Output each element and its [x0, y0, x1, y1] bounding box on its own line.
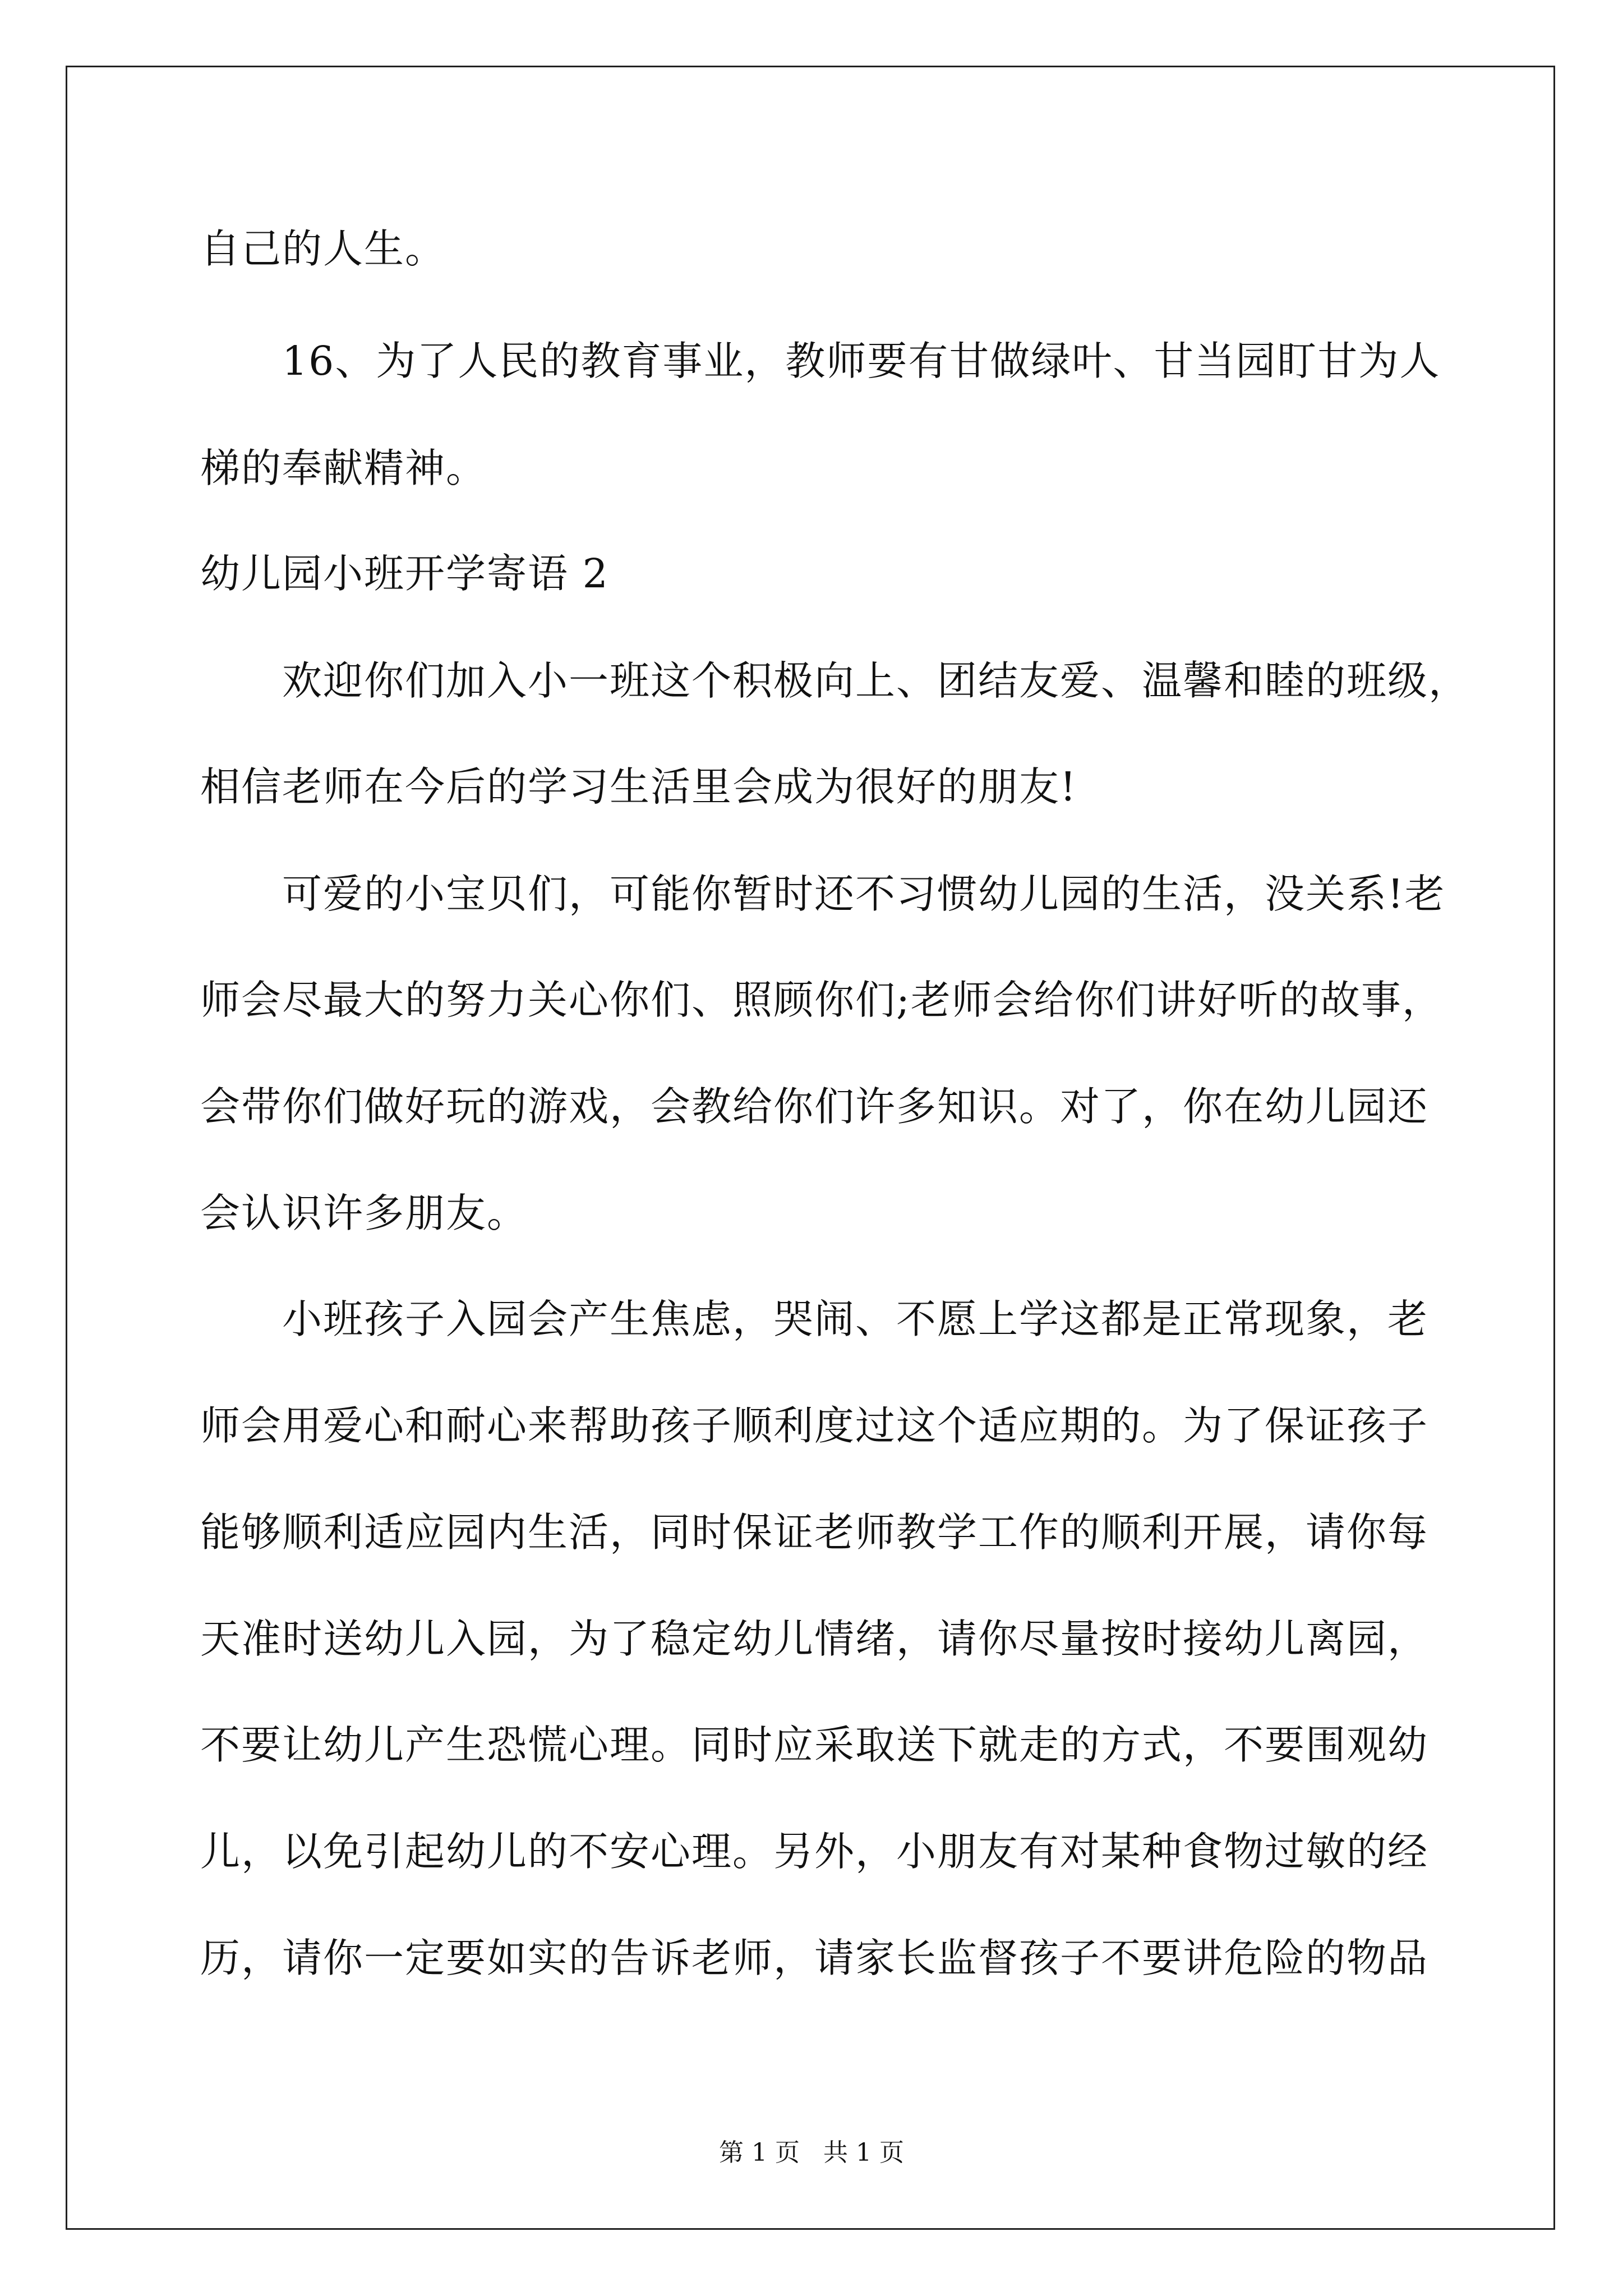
text-line: 师会尽最大的努力关心你们、照顾你们;老师会给你们讲好听的故事，	[200, 977, 1443, 1023]
text-line: 历，请你一定要如实的告诉老师，请家长监督孩子不要讲危险的物品	[200, 1935, 1429, 1981]
text-line: 自己的人生。	[200, 226, 446, 272]
text-line: 天准时送幼儿入园，为了稳定幼儿情绪，请你尽量按时接幼儿离园，	[200, 1616, 1429, 1662]
text-line: 欢迎你们加入小一班这个积极向上、团结友爱、温馨和睦的班级，	[282, 657, 1470, 704]
text-line: 会认识许多朋友。	[200, 1190, 528, 1236]
text-line: 相信老师在今后的学习生活里会成为很好的朋友!	[200, 763, 1077, 810]
text-line: 会带你们做好玩的游戏，会教给你们许多知识。对了，你在幼儿园还	[200, 1083, 1429, 1130]
text-line: 师会用爱心和耐心来帮助孩子顺利度过这个适应期的。为了保证孩子	[200, 1402, 1429, 1449]
text-line: 梯的奉献精神。	[200, 445, 487, 491]
text-line: 不要让幼儿产生恐慌心理。同时应采取送下就走的方式，不要围观幼	[200, 1722, 1429, 1768]
text-line: 可爱的小宝贝们，可能你暂时还不习惯幼儿园的生活，没关系!老	[282, 871, 1446, 917]
text-line: 儿，以免引起幼儿的不安心理。另外，小朋友有对某种食物过敏的经	[200, 1828, 1429, 1875]
section-heading: 幼儿园小班开学寄语 2	[200, 550, 609, 597]
text-line: 能够顺利适应园内生活，同时保证老师教学工作的顺利开展，请你每	[200, 1509, 1429, 1556]
page-indicator: 第 1 页 共 1 页	[719, 2138, 904, 2167]
text-line: 小班孩子入园会产生焦虑，哭闹、不愿上学这都是正常现象，老	[282, 1296, 1429, 1342]
page-border	[66, 66, 1555, 2230]
text-line: 16、为了人民的教育事业，教师要有甘做绿叶、甘当园盯甘为人	[282, 338, 1441, 384]
